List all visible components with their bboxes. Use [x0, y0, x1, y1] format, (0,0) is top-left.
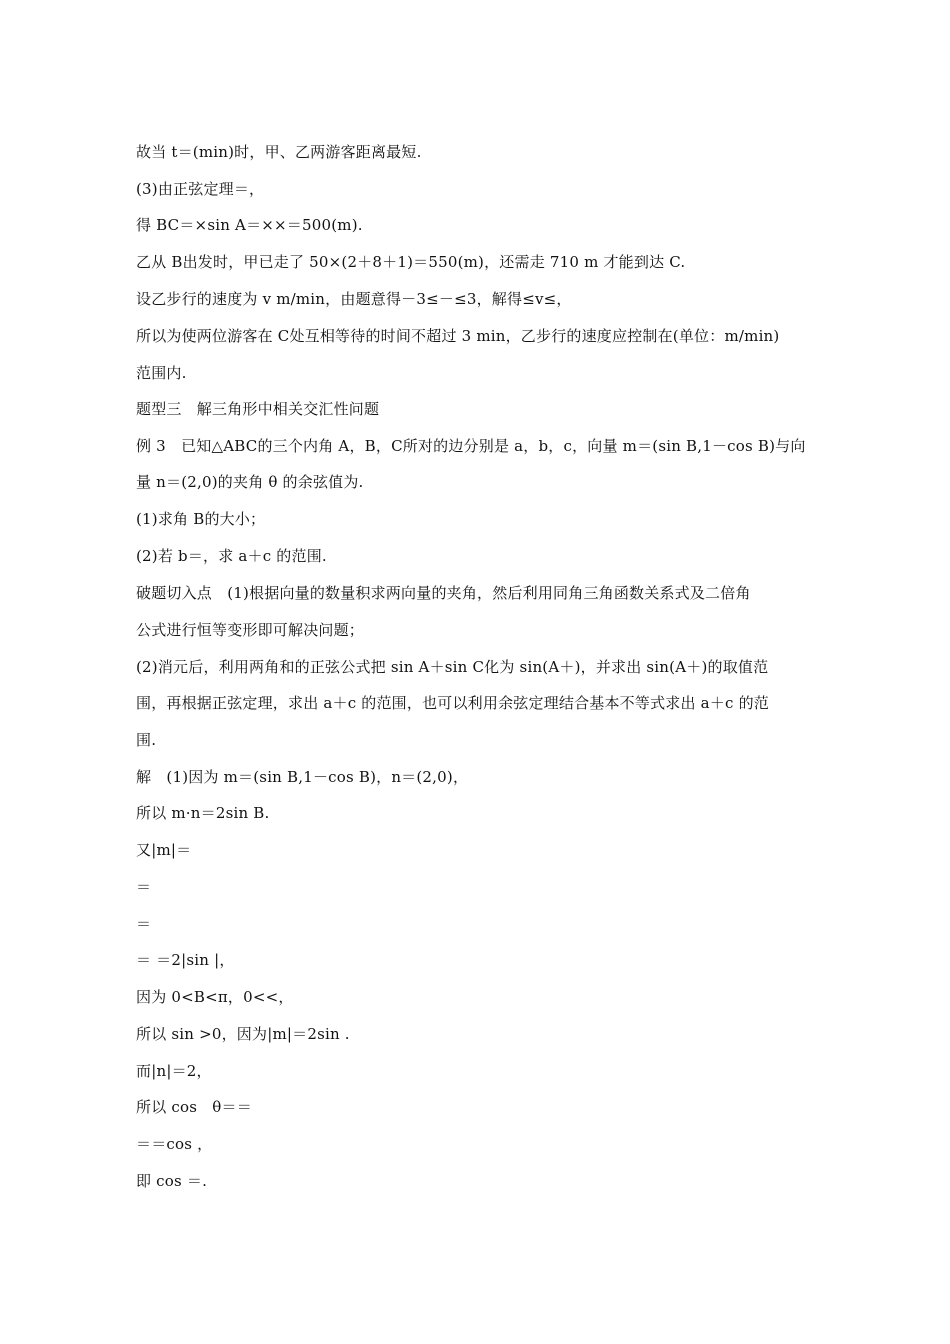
- text-line: 围，再根据正弦定理，求出 a＋c 的范围，也可以利用余弦定理结合基本不等式求出 a＋c 的范: [136, 694, 769, 712]
- text-line: 公式进行恒等变形即可解决问题；: [136, 621, 365, 639]
- text-line: 所以 cos θ＝＝: [136, 1098, 252, 1116]
- text-line: 解 (1)因为 m＝(sin B,1－cos B)，n＝(2,0)，: [136, 768, 469, 786]
- text-line: 得 BC＝×sin A＝××＝500(m).: [136, 216, 363, 234]
- text-line: 即 cos ＝.: [136, 1172, 208, 1190]
- text-line: 设乙步行的速度为 v m/min，由题意得－3≤－≤3，解得≤v≤，: [136, 290, 572, 308]
- text-line: (2)若 b＝，求 a＋c 的范围.: [136, 547, 327, 565]
- text-line: 范围内.: [136, 364, 187, 382]
- text-line: ＝: [136, 915, 152, 933]
- text-line: 量 n＝(2,0)的夹角 θ 的余弦值为.: [136, 473, 364, 491]
- text-line: (3)由正弦定理＝，: [136, 180, 265, 198]
- text-line: 所以为使两位游客在 C处互相等待的时间不超过 3 min，乙步行的速度应控制在(单位：m/min): [136, 327, 780, 345]
- text-line: 因为 0<B<π，0<<，: [136, 988, 294, 1006]
- text-line: 破题切入点 (1)根据向量的数量积求两向量的夹角，然后利用同角三角函数关系式及二倍角: [136, 584, 751, 602]
- example-heading: 例 3 已知△ABC的三个内角 A，B，C所对的边分别是 a，b，c，向量 m＝(sin B,1－cos B)与向: [136, 437, 806, 455]
- text-line: ＝ ＝2|sin |，: [136, 951, 235, 969]
- text-line: ＝＝cos ，: [136, 1135, 213, 1153]
- text-line: 乙从 B出发时，甲已走了 50×(2＋8＋1)＝550(m)，还需走 710 m 才能到达 C.: [136, 253, 686, 271]
- text-line: 所以 sin >0，因为|m|＝2sin .: [136, 1025, 350, 1043]
- text-line: 所以 m·n＝2sin B.: [136, 804, 270, 822]
- text-line: 又|m|＝: [136, 841, 192, 859]
- text-line: ＝: [136, 878, 152, 896]
- text-line: (1)求角 B的大小；: [136, 510, 266, 528]
- text-line: 而|n|＝2，: [136, 1062, 212, 1080]
- text-line: (2)消元后，利用两角和的正弦公式把 sin A＋sin C化为 sin(A＋)，并求出 sin(A＋)的取值范: [136, 658, 769, 676]
- section-heading: 题型三 解三角形中相关交汇性问题: [136, 400, 380, 418]
- text-line: 围.: [136, 731, 157, 749]
- text-line: 故当 t＝(min)时，甲、乙两游客距离最短.: [136, 143, 422, 161]
